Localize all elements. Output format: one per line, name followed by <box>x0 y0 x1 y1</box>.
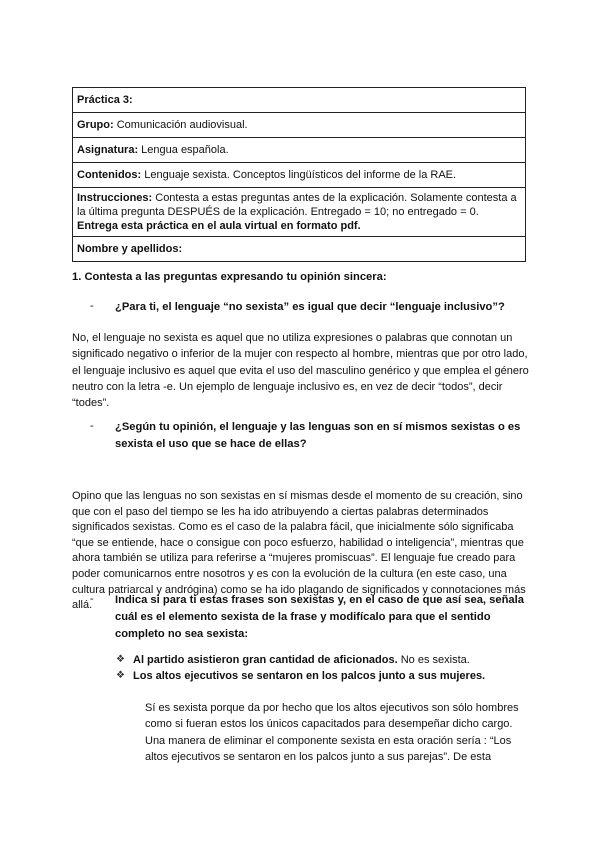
header-table <box>72 87 526 262</box>
diamond-bullet-icon: ❖ <box>116 670 125 681</box>
practica-cell: Práctica 3: <box>73 88 526 113</box>
bullet-dash: - <box>90 300 94 312</box>
bullet-dash: - <box>90 593 94 605</box>
question-3: Indica si para ti estas frases son sexistas y, en el caso de que así sea, señala cuál es el elemento sexista de la frase y modifícalo para que el sentido completo no sea sexista: <box>115 594 524 640</box>
answer-3: Sí es sexista porque da por hecho que los altos ejecutivos son sólo hombres como si fueran estos los únicos capacitados para desempeñar dicho cargo. Una manera de eliminar el componente sexista en esta oración sería : “Los altos ejecutivos se sentaron en los palcos junto a sus parejas”. De esta <box>145 702 519 763</box>
grupo-cell: Grupo: Comunicación audiovisual. <box>73 113 526 138</box>
nombre-cell: Nombre y apellidos: <box>73 237 526 262</box>
question-1: ¿Para ti, el lenguaje “no sexista” es igual que decir “lenguaje inclusivo”? <box>115 301 505 313</box>
sentence-item-2: Los altos ejecutivos se sentaron en los palcos junto a sus mujeres. <box>133 670 486 682</box>
section-heading: 1. Contesta a las preguntas expresando tu opinión sincera: <box>72 271 387 283</box>
contenidos-cell: Contenidos: Lenguaje sexista. Conceptos lingüísticos del informe de la RAE. <box>73 163 526 188</box>
bullet-dash: - <box>90 420 94 432</box>
diamond-bullet-icon: ❖ <box>116 654 125 665</box>
instrucciones-cell: Instrucciones: Contesta a estas preguntas antes de la explicación. Solamente contesta a la última pregunta DESPUÉS de la explicación. Entregado = 10; no entregado = 0. Entrega esta práctica en el aula virtual en formato pdf. <box>73 188 526 237</box>
answer-1: No, el lenguaje no sexista es aquel que no utiliza expresiones o palabras que connotan un significado negativo o inferior de la mujer con respecto al hombre, mientras que por otro lado, el lenguaje inclusivo es aquel que evita el uso del masculino genérico y que emplea el género neutro con la letra -e. Un ejemplo de lenguaje inclusivo es, en vez de decir “todos”, decir “todes”. <box>72 332 529 410</box>
sentence-item-1: Al partido asistieron gran cantidad de aficionados. No es sexista. <box>133 654 470 666</box>
answer-2: Opino que las lenguas no son sexistas en sí mismas desde el momento de su creación, sino que con el paso del tiempo se les ha ido atribuyendo a ciertas palabras determinados significados sexistas. Como es el caso de la palabra fácil, que inicialmente sólo significaba “que se entiende, hace o consigue con poco esfuerzo, habilidad o inteligencia”, mientras que ahora también se utiliza para referirse a “mujeres promiscuas”. El lenguaje fue creado para poder comunicarnos entre nosotros y es con la evolución de la cultura (en este caso, una cultura patriarcal y andrógina) como se ha ido plagando de significados y connotaciones más allá. <box>72 490 526 612</box>
question-2: ¿Según tu opinión, el lenguaje y las lenguas son en sí mismos sexistas o es sexista el uso que se hace de ellas? <box>115 421 521 450</box>
asignatura-cell: Asignatura: Lengua española. <box>73 138 526 163</box>
